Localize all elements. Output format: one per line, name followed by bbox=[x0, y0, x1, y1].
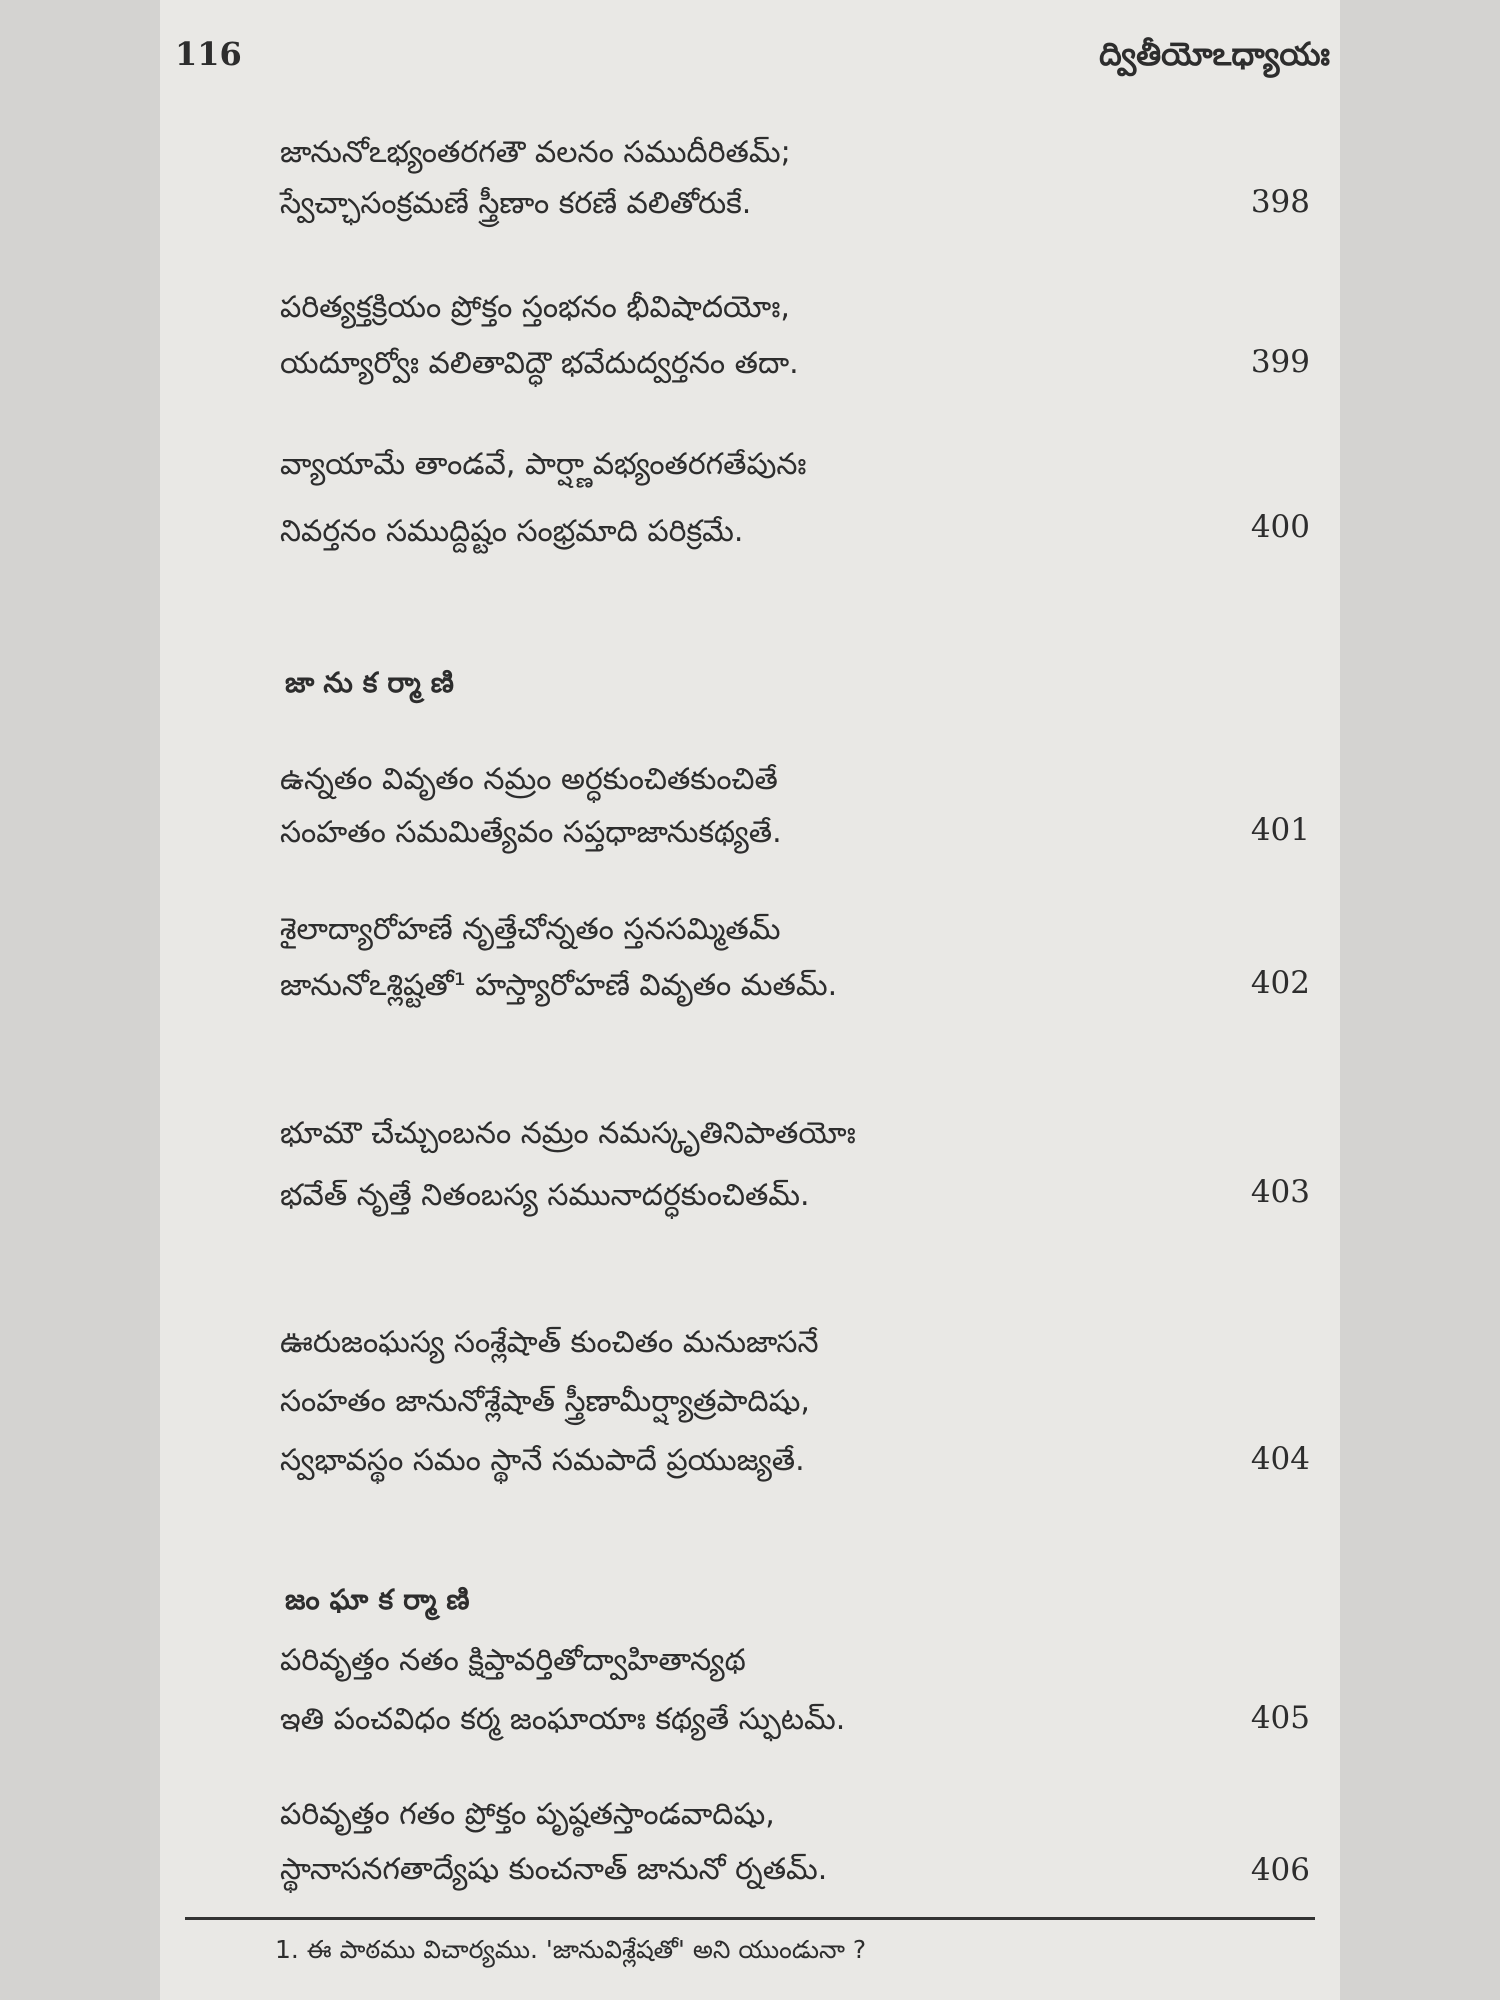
verse-line: ఉన్నతం వివృతం నమ్రం అర్ధకుంచితకుంచితే bbox=[280, 762, 778, 797]
verse-line: భవేత్ నృత్తే నితంబస్య సమునాదర్ధకుంచితమ్. bbox=[280, 1178, 810, 1213]
verse-line: ఇతి పంచవిధం కర్మ జంఘాయాః కథ్యతే స్ఫుటమ్. bbox=[280, 1702, 846, 1737]
verse-line: స్వేచ్ఛాసంక్రమణే స్త్రీణాం కరణే వలితోరుకే. bbox=[280, 186, 752, 221]
verse-number: 404 bbox=[1250, 1441, 1310, 1477]
verse-line: నివర్తనం సముద్దిష్టం సంభ్రమాది పరిక్రమే. bbox=[280, 514, 744, 549]
verse-line: పరివృత్తం గతం ప్రోక్తం పృష్ఠతస్తాండవాదిషు, bbox=[280, 1797, 775, 1832]
verse-number: 398 bbox=[1250, 184, 1310, 220]
verse-line: పరివృత్తం నతం క్షిప్తావర్తితోద్వాహితాన్యథ bbox=[280, 1643, 746, 1678]
verse-line: జానునోఽభ్యంతరగతౌ వలనం సముదీరితమ్; bbox=[280, 135, 791, 170]
verse-line: వ్యాయామే తాండవే, పార్ష్ణావభ్యంతరగతేపునః bbox=[280, 447, 807, 482]
running-title: ద్వితీయోఽధ్యాయః bbox=[1099, 35, 1330, 73]
verse-line: స్థానాసనగతాద్యేషు కుంచనాత్ జానునో ర్నతమ్. bbox=[280, 1852, 828, 1887]
left-page-edge bbox=[0, 0, 160, 2000]
section-heading-janu: జానుకర్మాణి bbox=[285, 666, 464, 699]
verse-number: 402 bbox=[1250, 965, 1310, 1001]
verse-line: సంహతం సమమిత్యేవం సప్తధాజానుకథ్యతే. bbox=[280, 815, 782, 850]
verse-line: భూమౌ చేచ్చుంబనం నమ్రం నమస్కృతినిపాతయోః bbox=[280, 1116, 856, 1151]
footnote-rule bbox=[185, 1917, 1315, 1920]
verse-number: 403 bbox=[1250, 1174, 1310, 1210]
verse-number: 406 bbox=[1250, 1852, 1310, 1888]
verse-number: 400 bbox=[1250, 509, 1310, 545]
verse-number: 405 bbox=[1250, 1700, 1310, 1736]
verse-number: 401 bbox=[1250, 812, 1310, 848]
verse-line: సంహతం జానునోశ్లేషాత్ స్త్రీణామీర్ష్యాత్రపాదిషు, bbox=[280, 1384, 810, 1419]
book-page bbox=[160, 0, 1340, 2000]
section-heading-jangha: జంఘాకర్మాణి bbox=[285, 1583, 480, 1616]
verse-line: ఊరుజంఘస్య సంశ్లేషాత్ కుంచితం మనుజాసనే bbox=[280, 1325, 819, 1360]
verse-line: స్వభావస్థం సమం స్థానే సమపాదే ప్రయుజ్యతే. bbox=[280, 1443, 805, 1478]
verse-line: యద్యూర్వోః వలితావిద్ధౌ భవేదుద్వర్తనం తదా. bbox=[280, 346, 799, 381]
verse-line: శైలాద్యారోహణే నృత్తేచోన్నతం స్తనసమ్మితమ్ bbox=[280, 912, 781, 947]
page-number: 116 bbox=[175, 35, 242, 73]
verse-line: జానునోఽశ్లిష్టతో¹ హస్త్యారోహణే వివృతం మతమ్. bbox=[280, 968, 838, 1003]
verse-number: 399 bbox=[1250, 344, 1310, 380]
verse-line: పరిత్యక్తక్రియం ప్రోక్తం స్తంభనం భీవిషాదయోః, bbox=[280, 290, 790, 325]
footnote: 1. ఈ పాఠము విచార్యము. 'జానువిశ్లేషతో' అని యుండునా ? bbox=[275, 1935, 867, 1964]
right-page-edge bbox=[1340, 0, 1500, 2000]
